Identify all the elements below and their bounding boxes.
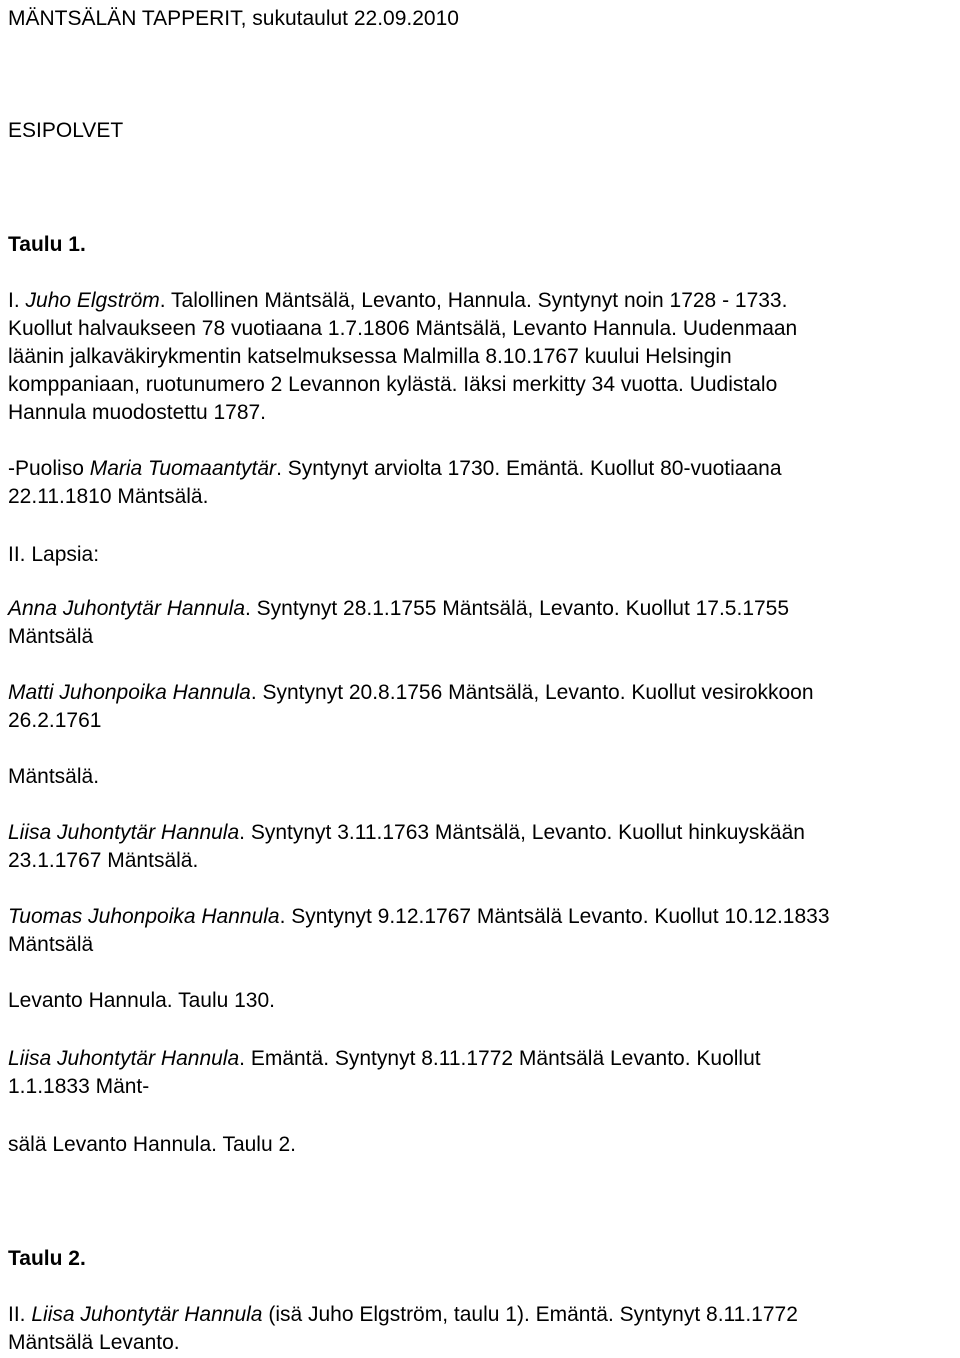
child-name: Liisa Juhontytär Hannula: [8, 1047, 240, 1070]
child-5-line-3: sälä Levanto Hannula. Taulu 2.: [8, 1133, 296, 1156]
child-4-line-1: [8, 902, 830, 931]
child-details: . Syntynyt 3.11.1763 Mäntsälä, Levanto. Kuollut hinkuyskään: [239, 821, 805, 844]
gen1-line-2: Kuollut halvaukseen 78 vuotiaana 1.7.1806 Mäntsälä, Levanto Hannula. Uudenmaan: [8, 317, 798, 340]
child-3-line-1: [8, 818, 805, 847]
person-details: . Talollinen Mäntsälä, Levanto, Hannula. Syntynyt noin 1728 - 1733.: [159, 289, 788, 312]
document-title: MÄNTSÄLÄN TAPPERIT, sukutaulut 22.09.2010: [8, 7, 459, 30]
child-2-line-1: [8, 678, 814, 707]
child-details: . Syntynyt 28.1.1755 Mäntsälä, Levanto. Kuollut 17.5.1755: [245, 597, 790, 620]
spouse-line-1: [8, 454, 782, 483]
child-4-line-3: Levanto Hannula. Taulu 130.: [8, 989, 275, 1012]
child-5-line-2: 1.1.1833 Mänt-: [8, 1075, 150, 1098]
spouse-prefix: -Puoliso: [8, 457, 90, 480]
gen2-line-1: [8, 1300, 798, 1329]
children-heading: II. Lapsia:: [8, 543, 100, 566]
gen2-line-2: Mäntsälä Levanto.: [8, 1331, 180, 1354]
table-2-heading: Taulu 2.: [8, 1247, 86, 1270]
child-1-line-1: [8, 594, 789, 623]
person-name: Juho Elgström: [25, 289, 160, 312]
spouse-name: Maria Tuomaantytär: [89, 457, 277, 480]
person-name: Liisa Juhontytär Hannula: [31, 1303, 263, 1326]
spouse-details: . Syntynyt arviolta 1730. Emäntä. Kuollut 80-vuotiaana: [276, 457, 782, 480]
generation-number: I.: [8, 289, 26, 312]
child-name: Tuomas Juhonpoika Hannula: [8, 905, 280, 928]
child-3-line-2: 23.1.1767 Mäntsälä.: [8, 849, 199, 872]
child-details: . Syntynyt 20.8.1756 Mäntsälä, Levanto. Kuollut vesirokkoon: [250, 681, 814, 704]
child-2-line-2: 26.2.1761: [8, 709, 102, 732]
spouse-line-2: 22.11.1810 Mäntsälä.: [8, 485, 209, 508]
child-name: Anna Juhontytär Hannula: [8, 597, 245, 620]
child-2-line-3: Mäntsälä.: [8, 765, 100, 788]
section-heading: ESIPOLVET: [8, 119, 124, 142]
child-5-line-1: [8, 1044, 761, 1073]
child-name: Matti Juhonpoika Hannula: [8, 681, 251, 704]
generation-number: II.: [8, 1303, 32, 1326]
child-1-line-2: Mäntsälä: [8, 625, 94, 648]
child-4-line-2: Mäntsälä: [8, 933, 94, 956]
table-1-heading: Taulu 1.: [8, 233, 86, 256]
gen1-line-4: komppaniaan, ruotunumero 2 Levannon kylästä. Iäksi merkitty 34 vuotta. Uudistalo: [8, 373, 778, 396]
child-name: Liisa Juhontytär Hannula: [8, 821, 240, 844]
gen1-line-3: läänin jalkaväkirykmentin katselmuksessa Malmilla 8.10.1767 kuului Helsingin: [8, 345, 732, 368]
child-details: . Emäntä. Syntynyt 8.11.1772 Mäntsälä Levanto. Kuollut: [239, 1047, 761, 1070]
gen1-line-1: [8, 286, 787, 315]
child-details: . Syntynyt 9.12.1767 Mäntsälä Levanto. Kuollut 10.12.1833: [279, 905, 830, 928]
person-details: (isä Juho Elgström, taulu 1). Emäntä. Syntynyt 8.11.1772: [262, 1303, 798, 1326]
gen1-line-5: Hannula muodostettu 1787.: [8, 401, 267, 424]
